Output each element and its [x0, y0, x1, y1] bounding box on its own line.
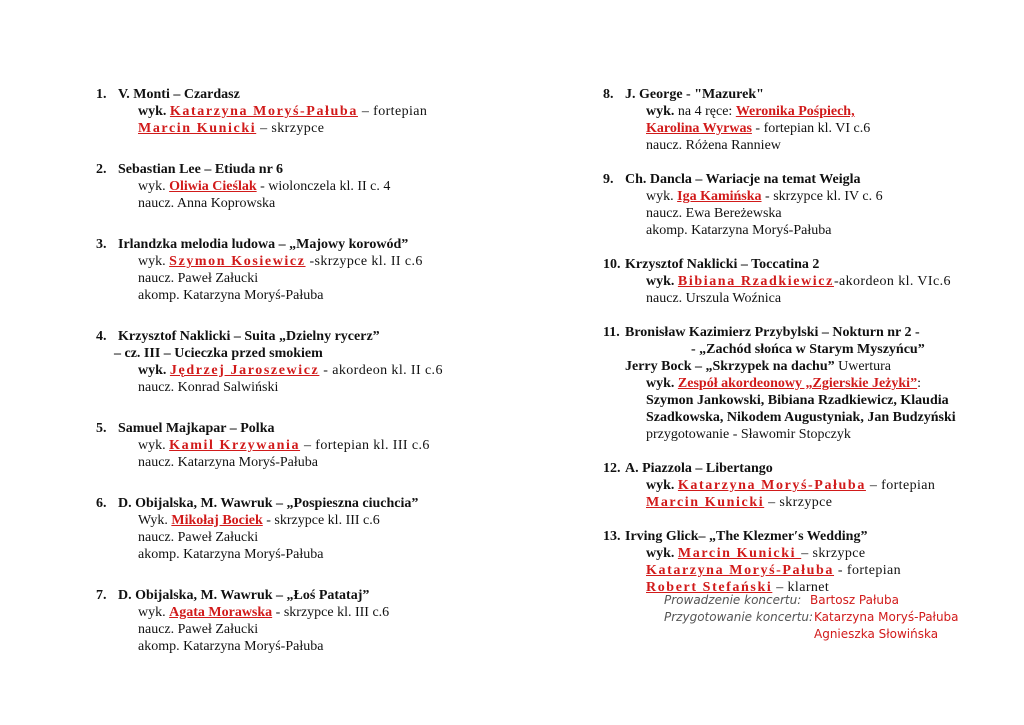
- item-title: [96, 420, 516, 437]
- performer-line: naucz. Anna Koprowska: [138, 196, 276, 211]
- performer-line: [603, 494, 1003, 511]
- performer-line: naucz. Ewa Bereżewska: [646, 206, 782, 221]
- performer-instrument: - wiolonczela kl. II c. 4: [256, 179, 391, 194]
- item-title-text: Sebastian Lee – Etiuda nr 6: [118, 162, 284, 177]
- performer-prefix: wyk.: [646, 376, 678, 391]
- performer-line: naucz. Paweł Załucki: [138, 622, 259, 637]
- performer-line: akomp. Katarzyna Moryś-Pałuba: [646, 223, 832, 238]
- performer-name: Bibiana Rzadkiewicz: [677, 274, 834, 289]
- performer-name: Katarzyna Moryś-Pałuba: [169, 104, 358, 119]
- item-title: [603, 460, 1003, 477]
- performer-instrument: - skrzypce kl. III c.6: [262, 513, 380, 528]
- item-title: [96, 86, 516, 103]
- performer-instrument: :: [917, 376, 921, 391]
- performer-prefix: Wyk.: [138, 513, 172, 528]
- performer-name: Karolina Wyrwas: [646, 121, 752, 136]
- item-number: 6.: [96, 496, 107, 511]
- performer-line: naucz. Konrad Salwiński: [138, 380, 279, 395]
- performer-instrument: - skrzypce kl. IV c. 6: [761, 189, 883, 204]
- performer-name: Iga Kamińska: [677, 189, 762, 204]
- performer-line: [96, 120, 516, 137]
- item-title-text: A. Piazzola – Libertango: [625, 461, 773, 476]
- item-number: 3.: [96, 237, 107, 252]
- item-number: 7.: [96, 588, 107, 603]
- performer-instrument: - fortepian: [834, 563, 902, 578]
- performer-name: Katarzyna Moryś-Pałuba: [646, 563, 835, 578]
- second-work: [603, 358, 1003, 375]
- performer-instrument: -akordeon kl. VIc.6: [833, 274, 951, 289]
- performer-line: przygotowanie - Sławomir Stopczyk: [646, 427, 851, 442]
- performer-line: naucz. Paweł Załucki: [138, 530, 259, 545]
- performer-instrument: – skrzypce: [764, 495, 833, 510]
- performer-line: [96, 103, 516, 120]
- item-title: [603, 171, 1003, 188]
- performer-name: Kamil Krzywania: [169, 438, 301, 453]
- item-title-text: V. Monti – Czardasz: [118, 87, 240, 102]
- item-number: 4.: [96, 329, 107, 344]
- program-item: [96, 236, 516, 304]
- program-item: [96, 86, 516, 137]
- performer-prefix: wyk.: [138, 254, 170, 269]
- performer-line: naucz. Katarzyna Moryś-Pałuba: [138, 455, 318, 470]
- item-title: [603, 256, 1003, 273]
- performer-prefix: wyk.: [646, 104, 675, 119]
- item-number: 9.: [603, 172, 614, 187]
- performer-line: [603, 120, 1003, 137]
- program-item: [603, 528, 1003, 596]
- performer-prefix: wyk.: [646, 478, 678, 493]
- item-title-text: Krzysztof Naklicki – Toccatina 2: [625, 257, 820, 272]
- performer-name: Oliwia Cieślak: [169, 179, 257, 194]
- item-title-text: Krzysztof Naklicki – Suita „Dzielny rycerz”: [118, 329, 380, 344]
- performer-instrument: – skrzypce: [801, 546, 866, 561]
- performer-line: naucz. Różena Ranniew: [646, 138, 781, 153]
- item-title: [603, 324, 1003, 341]
- host-value: Bartosz Pałuba: [810, 593, 899, 607]
- performer-line: [603, 477, 1003, 494]
- performer-prefix: wyk.: [646, 274, 678, 289]
- performer-line: akomp. Katarzyna Moryś-Pałuba: [138, 639, 324, 654]
- item-title-text: Bronisław Kazimierz Przybylski – Nokturn nr 2 -: [625, 325, 920, 340]
- performer-name: Zespół akordeonowy „Zgierskie Jeżyki”: [677, 376, 918, 391]
- concert-footer: [664, 593, 1004, 644]
- performer-line: [96, 178, 516, 195]
- item-number: 10.: [603, 257, 621, 272]
- performer-line: [96, 437, 516, 454]
- program-item: [96, 328, 516, 396]
- performer-name: Mikołaj Bociek: [171, 513, 263, 528]
- item-title-text: Ch. Dancla – Wariacje na temat Weigla: [625, 172, 861, 187]
- performer-name: Katarzyna Moryś-Pałuba: [677, 478, 866, 493]
- program-item: [96, 420, 516, 471]
- performer-line: [96, 362, 516, 379]
- item-title-text: J. George - "Mazurek": [625, 87, 764, 102]
- prep-value-1: Katarzyna Moryś-Pałuba: [814, 610, 959, 624]
- item-number: 2.: [96, 162, 107, 177]
- performer-instrument: - fortepian kl. VI c.6: [751, 121, 871, 136]
- performer-prefix: wyk.: [138, 605, 170, 620]
- performer-line: [96, 253, 516, 270]
- performer-prefix: wyk.: [646, 189, 678, 204]
- performer-name: Jędrzej Jaroszewicz: [169, 363, 320, 378]
- performer-line: [96, 604, 516, 621]
- program-item: [96, 495, 516, 563]
- item-title: [603, 86, 1003, 103]
- performer-line: naucz. Urszula Woźnica: [646, 291, 782, 306]
- prep-value-2: Agnieszka Słowińska: [814, 627, 939, 641]
- performer-name: Marcin Kunicki: [646, 495, 765, 510]
- performer-name: Marcin Kunicki: [138, 121, 257, 136]
- performer-name: Weronika Pośpiech,: [735, 104, 855, 119]
- performer-line: [603, 273, 1003, 290]
- program-item: [603, 86, 1003, 154]
- performer-name: Robert Stefański: [646, 580, 773, 595]
- performer-line: Szadkowska, Nikodem Augustyniak, Jan Budzyński: [646, 410, 956, 425]
- performer-line: akomp. Katarzyna Moryś-Pałuba: [138, 288, 324, 303]
- performer-name: Agata Morawska: [169, 605, 273, 620]
- item-title: [603, 528, 1003, 545]
- item-title-text: D. Obijalska, M. Wawruk – „Łoś Patataj”: [118, 588, 370, 603]
- performer-name: Szymon Kosiewicz: [169, 254, 306, 269]
- item-number: 11.: [603, 325, 620, 340]
- item-title: [96, 161, 516, 178]
- performer-line: [603, 545, 1003, 562]
- second-work-title: Jerry Bock – „Skrzypek na dachu”: [625, 359, 835, 374]
- item-number: 12.: [603, 461, 621, 476]
- performer-instrument: – fortepian: [357, 104, 428, 119]
- item-title: [96, 495, 516, 512]
- item-number: 13.: [603, 529, 621, 544]
- performer-line: naucz. Paweł Załucki: [138, 271, 259, 286]
- program-item: [603, 324, 1003, 443]
- performer-instrument: – fortepian: [865, 478, 936, 493]
- performer-line: [603, 375, 1003, 392]
- performer-instrument: - skrzypce kl. III c.6: [272, 605, 390, 620]
- program-item: [603, 460, 1003, 511]
- item-title: [96, 587, 516, 604]
- host-label: Prowadzenie koncertu:: [664, 593, 802, 607]
- program-item: [603, 256, 1003, 307]
- performer-prefix: wyk.: [138, 438, 170, 453]
- performer-line: [603, 103, 1003, 120]
- performer-line: [603, 188, 1003, 205]
- performer-mid: na 4 ręce:: [674, 104, 736, 119]
- item-title-continued: – cz. III – Ucieczka przed smokiem: [114, 346, 323, 361]
- performer-prefix: wyk.: [138, 363, 170, 378]
- item-title-text: D. Obijalska, M. Wawruk – „Pospieszna ciuchcia”: [118, 496, 419, 511]
- performer-instrument: -skrzypce kl. II c.6: [305, 254, 423, 269]
- item-title-text: Irving Glick– „The Klezmer′s Wedding”: [625, 529, 868, 544]
- performer-name: Marcin Kunicki: [677, 546, 802, 561]
- performer-prefix: wyk.: [138, 104, 170, 119]
- item-number: 5.: [96, 421, 107, 436]
- item-title-continued: - „Zachód słońca w Starym Myszyńcu”: [691, 342, 925, 357]
- item-number: 8.: [603, 87, 614, 102]
- left-column: [96, 86, 516, 655]
- program-item: [603, 171, 1003, 239]
- program-item: [96, 161, 516, 212]
- performer-instrument: – klarnet: [772, 580, 830, 595]
- performer-line: Szymon Jankowski, Bibiana Rzadkiewicz, Klaudia: [646, 393, 949, 408]
- performer-line: [96, 512, 516, 529]
- performer-instrument: - akordeon kl. II c.6: [319, 363, 443, 378]
- item-title: [96, 236, 516, 253]
- item-title-text: Irlandzka melodia ludowa – „Majowy korowód”: [118, 237, 409, 252]
- item-title-text: Samuel Majkapar – Polka: [118, 421, 275, 436]
- second-work-suffix: Uwertura: [834, 359, 891, 374]
- performer-instrument: – fortepian kl. III c.6: [300, 438, 430, 453]
- item-number: 1.: [96, 87, 107, 102]
- right-column: [603, 86, 1003, 596]
- item-title: [96, 328, 516, 345]
- performer-prefix: wyk.: [646, 546, 678, 561]
- performer-prefix: wyk.: [138, 179, 170, 194]
- performer-line: [603, 562, 1003, 579]
- prep-label: Przygotowanie koncertu:: [664, 610, 814, 624]
- performer-instrument: – skrzypce: [256, 121, 325, 136]
- program-item: [96, 587, 516, 655]
- performer-line: akomp. Katarzyna Moryś-Pałuba: [138, 547, 324, 562]
